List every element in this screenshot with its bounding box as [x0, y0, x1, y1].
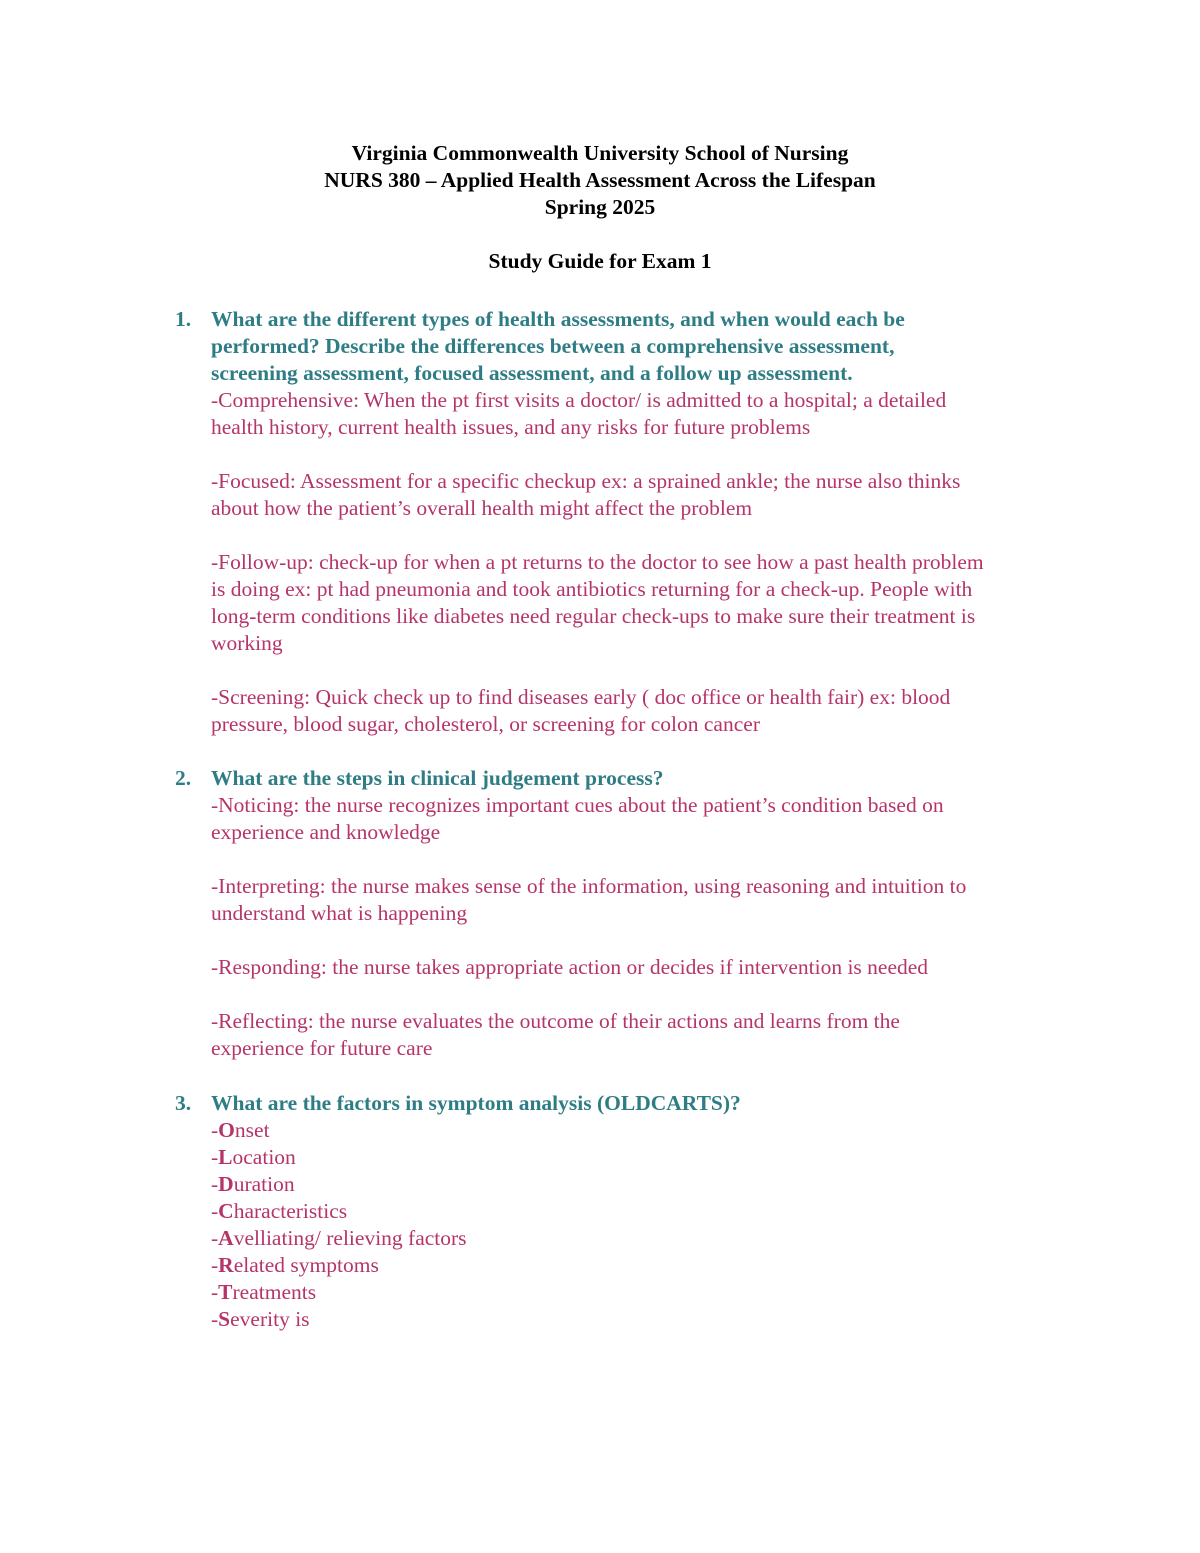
course-title: NURS 380 – Applied Health Assessment Across the Lifespan — [324, 168, 876, 192]
answer-paragraph: -Screening: Quick check up to find diseases early ( doc office or health fair) ex: blood pressure, blood sugar, cholesterol, or screening for colon cancer — [211, 685, 951, 736]
answer-paragraph: -Focused: Assessment for a specific checkup ex: a sprained ankle; the nurse also thinks about how the patient’s overall health might affect the problem — [211, 469, 961, 520]
list-item: -Characteristics — [211, 1199, 348, 1223]
semester: Spring 2025 — [544, 195, 656, 219]
list-item: -Location — [211, 1145, 296, 1169]
answer-paragraph: -Comprehensive: When the pt first visits a doctor/ is admitted to a hospital; a detailed health history, current health issues, and any risks for future problems — [211, 388, 947, 439]
list-item: -Duration — [211, 1172, 295, 1196]
document-header — [0, 140, 1200, 275]
answer-paragraph: -Interpreting: the nurse makes sense of the information, using reasoning and intuition to understand what is happening — [211, 874, 967, 925]
list-item: -Avelliating/ relieving factors — [211, 1226, 467, 1250]
question-number: 3. — [175, 1091, 192, 1115]
university-name: Virginia Commonwealth University School of Nursing — [351, 141, 849, 165]
list-item: -Onset — [211, 1118, 270, 1142]
document-title: Study Guide for Exam 1 — [488, 249, 712, 273]
question-text: What are the different types of health assessments, and when would each be performed? Describe the differences between a comprehensive assessment, screening assessment, focused assessment, and a follow up assessment. — [211, 307, 905, 385]
list-item: -Severity is — [211, 1307, 310, 1331]
list-item: -Related symptoms — [211, 1253, 379, 1277]
question-number: 1. — [175, 307, 192, 331]
answer-paragraph: -Reflecting: the nurse evaluates the outcome of their actions and learns from the experience for future care — [211, 1009, 900, 1060]
answer-paragraph: -Follow-up: check-up for when a pt returns to the doctor to see how a past health problem is doing ex: pt had pneumonia and took antibiotics returning for a check-up. People with long-term conditions like diabetes need regular check-ups to make sure their treatment is working — [211, 550, 984, 655]
list-item: -Treatments — [211, 1280, 317, 1304]
answer-paragraph: -Responding: the nurse takes appropriate action or decides if intervention is needed — [211, 955, 929, 979]
answer-paragraph: -Noticing: the nurse recognizes important cues about the patient’s condition based on experience and knowledge — [211, 793, 944, 844]
question-text: What are the factors in symptom analysis (OLDCARTS)? — [211, 1091, 741, 1115]
oldcarts-list — [211, 1117, 1071, 1333]
question-text: What are the steps in clinical judgement process? — [211, 766, 664, 790]
question-number: 2. — [175, 766, 192, 790]
